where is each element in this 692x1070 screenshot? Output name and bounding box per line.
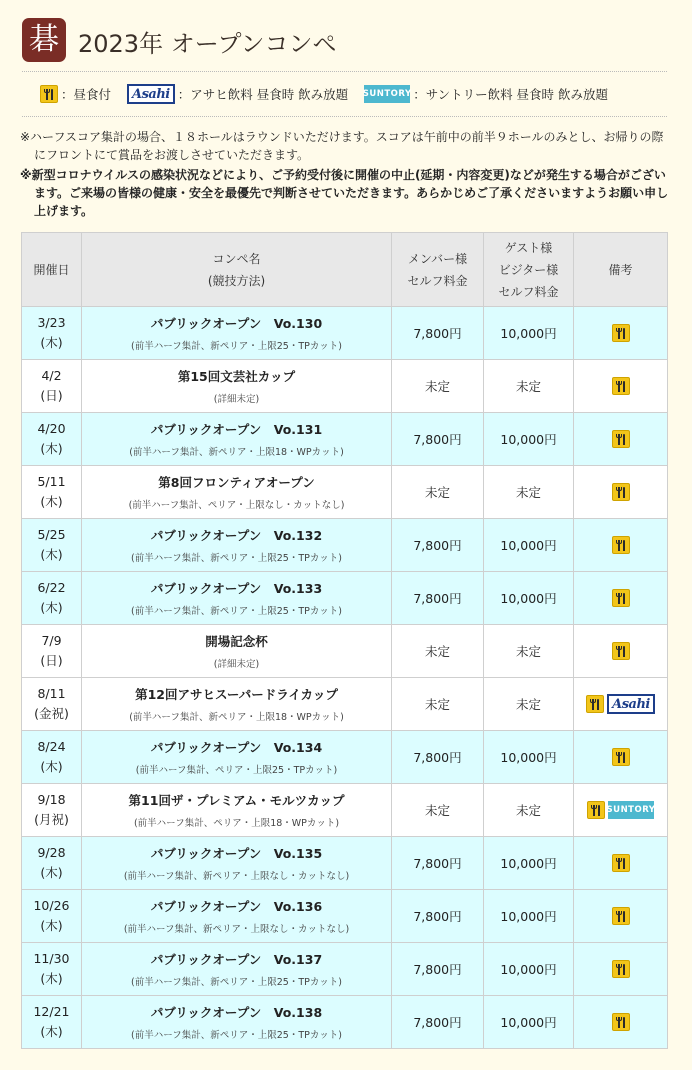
header-note: 備考 (574, 233, 668, 307)
cell-date (22, 890, 82, 943)
competition-name: 第12回アサヒスーパードライカップ (135, 687, 338, 702)
lunch-icon (612, 589, 630, 607)
cell-member-fee: 7,800円 (392, 519, 484, 572)
legend-lunch-label: ：昼食付 (61, 87, 112, 102)
competition-format: (前半ハーフ集計、新ペリア・上限25・TPカット) (131, 1030, 342, 1041)
cell-member-fee: 未定 (392, 466, 484, 519)
note-icons (574, 589, 667, 607)
day-of-week: (木) (40, 1024, 63, 1039)
suntory-logo-icon: SUNTORY (364, 85, 410, 103)
legend-suntory-label: ：サントリー飲料 昼食時 飲み放題 (413, 87, 609, 102)
competition-format: (前半ハーフ集計、新ペリア・上限25・TPカット) (131, 341, 342, 352)
legend (22, 71, 667, 117)
day-of-week: (木) (40, 971, 63, 986)
note-icons (574, 324, 667, 342)
cell-note (574, 625, 668, 678)
competition-name: パブリックオープン Vo.134 (150, 740, 323, 755)
note-icons (574, 642, 667, 660)
asahi-logo-icon: Asahi (127, 84, 175, 104)
note-icons (574, 748, 667, 766)
cell-guest-fee: 10,000円 (484, 943, 574, 996)
competition-format: (前半ハーフ集計、ペリア・上限なし・カットなし) (128, 500, 345, 511)
header-guest-line1: ゲスト様 (504, 240, 553, 255)
cell-date (22, 360, 82, 413)
cell-guest-fee: 未定 (484, 360, 574, 413)
cell-guest-fee: 未定 (484, 678, 574, 731)
competition-format: (前半ハーフ集計、新ペリア・上限25・TPカット) (131, 606, 342, 617)
cell-note (574, 943, 668, 996)
table-row (22, 625, 668, 678)
cell-guest-fee: 未定 (484, 625, 574, 678)
date-text: 11/30 (33, 951, 70, 966)
header-member-line2: セルフ料金 (407, 273, 468, 288)
date-text: 7/9 (41, 633, 62, 648)
table-row (22, 360, 668, 413)
lunch-icon (612, 854, 630, 872)
cell-member-fee: 7,800円 (392, 731, 484, 784)
note-icons (574, 1013, 667, 1031)
table-body (22, 307, 668, 1049)
day-of-week: (木) (40, 547, 63, 562)
cell-member-fee: 7,800円 (392, 572, 484, 625)
cell-competition (82, 519, 392, 572)
note-icons (574, 960, 667, 978)
cell-competition (82, 413, 392, 466)
cell-member-fee: 7,800円 (392, 307, 484, 360)
table-row (22, 572, 668, 625)
cell-note (574, 678, 668, 731)
day-of-week: (日) (40, 388, 63, 403)
date-text: 8/24 (37, 739, 66, 754)
competition-name: パブリックオープン Vo.131 (150, 422, 323, 437)
competition-format: (前半ハーフ集計、新ペリア・上限18・WPカット) (129, 712, 344, 723)
day-of-week: (木) (40, 918, 63, 933)
day-of-week: (木) (40, 335, 63, 350)
cell-member-fee: 7,800円 (392, 413, 484, 466)
date-text: 6/22 (37, 580, 66, 595)
cell-competition (82, 996, 392, 1049)
competition-format: (詳細未定) (213, 394, 260, 405)
header-guest-fee (484, 233, 574, 307)
cell-guest-fee: 10,000円 (484, 413, 574, 466)
lunch-icon (587, 801, 605, 819)
lunch-icon (612, 642, 630, 660)
day-of-week: (木) (40, 441, 63, 456)
course-logo: 碁 (22, 18, 66, 62)
lunch-icon (40, 85, 58, 103)
date-text: 5/25 (37, 527, 66, 542)
legend-asahi (127, 84, 348, 104)
header-member-line1: メンバー様 (407, 251, 468, 266)
cell-member-fee: 未定 (392, 360, 484, 413)
header-name-line2: (競技方法) (207, 273, 266, 288)
suntory-logo-icon: SUNTORY (608, 801, 654, 819)
cell-competition (82, 731, 392, 784)
cell-note (574, 360, 668, 413)
cell-competition (82, 625, 392, 678)
competition-format: (前半ハーフ集計、新ペリア・上限18・WPカット) (129, 447, 344, 458)
date-text: 4/20 (37, 421, 66, 436)
cell-member-fee: 未定 (392, 678, 484, 731)
cell-date (22, 784, 82, 837)
cell-competition (82, 784, 392, 837)
note-icons (574, 377, 667, 395)
note-icons (574, 536, 667, 554)
table-row (22, 731, 668, 784)
cell-date (22, 519, 82, 572)
cell-date (22, 466, 82, 519)
competition-name: パブリックオープン Vo.138 (150, 1005, 323, 1020)
table-header-row (22, 233, 668, 307)
table-row (22, 943, 668, 996)
cell-date (22, 996, 82, 1049)
competition-name: 第11回ザ・プレミアム・モルツカップ (128, 793, 345, 808)
header-name (82, 233, 392, 307)
table-row (22, 466, 668, 519)
cell-guest-fee: 未定 (484, 466, 574, 519)
note-icons (574, 483, 667, 501)
note-icons (574, 694, 667, 714)
cell-competition (82, 678, 392, 731)
lunch-icon (612, 536, 630, 554)
competition-name: パブリックオープン Vo.135 (150, 846, 323, 861)
cell-member-fee: 未定 (392, 625, 484, 678)
competition-name: パブリックオープン Vo.132 (150, 528, 323, 543)
cell-note (574, 466, 668, 519)
cell-competition (82, 466, 392, 519)
note-half-score: ※ハーフスコア集計の場合、１８ホールはラウンドいただけます。スコアは午前中の前半９ホールのみとし、お帰りの際にフロントにて賞品をお渡しさせていただきます。 (20, 130, 664, 162)
competition-table (21, 232, 668, 1049)
cell-guest-fee: 未定 (484, 784, 574, 837)
note-icons (574, 854, 667, 872)
cell-date (22, 943, 82, 996)
asahi-logo-icon: Asahi (607, 694, 655, 714)
note-icons (574, 907, 667, 925)
cell-date (22, 731, 82, 784)
cell-member-fee: 7,800円 (392, 996, 484, 1049)
date-text: 9/28 (37, 845, 66, 860)
date-text: 4/2 (41, 368, 62, 383)
table-row (22, 678, 668, 731)
page-header (22, 14, 672, 66)
note-covid: ※新型コロナウイルスの感染状況などにより、ご予約受付後に開催の中止(延期・内容変更)などが発生する場合がございます。ご来場の皆様の健康・安全を最優先で判断させていただきます。あらかじめご了承くださいますようお願い申し上げます。 (20, 168, 669, 218)
day-of-week: (木) (40, 759, 63, 774)
cell-competition (82, 837, 392, 890)
competition-name: 第8回フロンティアオープン (158, 475, 315, 490)
cell-note (574, 837, 668, 890)
cell-competition (82, 307, 392, 360)
header-guest-line3: セルフ料金 (498, 284, 559, 299)
lunch-icon (612, 483, 630, 501)
header-name-line1: コンペ名 (212, 251, 261, 266)
table-row (22, 413, 668, 466)
header-guest-line2: ビジター様 (498, 262, 559, 277)
cell-note (574, 784, 668, 837)
competition-name: パブリックオープン Vo.137 (150, 952, 323, 967)
day-of-week: (金祝) (34, 706, 69, 721)
date-text: 9/18 (37, 792, 66, 807)
date-text: 10/26 (33, 898, 70, 913)
cell-member-fee: 7,800円 (392, 890, 484, 943)
lunch-icon (612, 324, 630, 342)
cell-competition (82, 943, 392, 996)
cell-date (22, 837, 82, 890)
table-row (22, 307, 668, 360)
cell-guest-fee: 10,000円 (484, 996, 574, 1049)
cell-competition (82, 360, 392, 413)
cell-date (22, 625, 82, 678)
cell-member-fee: 7,800円 (392, 837, 484, 890)
cell-date (22, 307, 82, 360)
lunch-icon (612, 1013, 630, 1031)
day-of-week: (木) (40, 600, 63, 615)
table-row (22, 996, 668, 1049)
date-text: 5/11 (37, 474, 66, 489)
competition-name: パブリックオープン Vo.130 (150, 316, 323, 331)
competition-name: パブリックオープン Vo.133 (150, 581, 323, 596)
lunch-icon (612, 377, 630, 395)
lunch-icon (612, 430, 630, 448)
competition-format: (前半ハーフ集計、新ペリア・上限25・TPカット) (131, 553, 342, 564)
date-text: 8/11 (37, 686, 66, 701)
cell-guest-fee: 10,000円 (484, 890, 574, 943)
day-of-week: (日) (40, 653, 63, 668)
table-row (22, 837, 668, 890)
competition-format: (前半ハーフ集計、ペリア・上限25・TPカット) (135, 765, 338, 776)
cell-note (574, 890, 668, 943)
legend-asahi-label: ：アサヒ飲料 昼食時 飲み放題 (177, 87, 349, 102)
cell-date (22, 678, 82, 731)
lunch-icon (612, 907, 630, 925)
cell-guest-fee: 10,000円 (484, 572, 574, 625)
page-title: 2023年 オープンコンペ (78, 30, 337, 58)
legend-suntory (364, 85, 608, 103)
competition-name: 開場記念杯 (205, 634, 268, 649)
cell-competition (82, 572, 392, 625)
competition-format: (詳細未定) (213, 659, 260, 670)
note-icons (574, 430, 667, 448)
cell-member-fee: 未定 (392, 784, 484, 837)
date-text: 12/21 (33, 1004, 70, 1019)
cell-date (22, 572, 82, 625)
competition-name: パブリックオープン Vo.136 (150, 899, 323, 914)
cell-competition (82, 890, 392, 943)
table-row (22, 519, 668, 572)
header-member-fee (392, 233, 484, 307)
cell-note (574, 519, 668, 572)
competition-format: (前半ハーフ集計、新ペリア・上限25・TPカット) (131, 977, 342, 988)
note-icons (574, 801, 667, 819)
lunch-icon (612, 960, 630, 978)
cell-date (22, 413, 82, 466)
competition-name: 第15回文芸社カップ (177, 369, 296, 384)
cell-note (574, 572, 668, 625)
lunch-icon (612, 748, 630, 766)
legend-lunch (40, 85, 111, 103)
table-row (22, 890, 668, 943)
cell-guest-fee: 10,000円 (484, 307, 574, 360)
header-date: 開催日 (22, 233, 82, 307)
notes (20, 128, 670, 220)
cell-guest-fee: 10,000円 (484, 837, 574, 890)
date-text: 3/23 (37, 315, 66, 330)
day-of-week: (月祝) (34, 812, 69, 827)
cell-note (574, 307, 668, 360)
day-of-week: (木) (40, 494, 63, 509)
competition-format: (前半ハーフ集計、新ペリア・上限なし・カットなし) (123, 924, 350, 935)
cell-guest-fee: 10,000円 (484, 519, 574, 572)
table-row (22, 784, 668, 837)
cell-guest-fee: 10,000円 (484, 731, 574, 784)
cell-note (574, 731, 668, 784)
cell-note (574, 996, 668, 1049)
cell-note (574, 413, 668, 466)
competition-format: (前半ハーフ集計、ペリア・上限18・WPカット) (133, 818, 340, 829)
lunch-icon (586, 695, 604, 713)
cell-member-fee: 7,800円 (392, 943, 484, 996)
competition-format: (前半ハーフ集計、新ペリア・上限なし・カットなし) (123, 871, 350, 882)
day-of-week: (木) (40, 865, 63, 880)
